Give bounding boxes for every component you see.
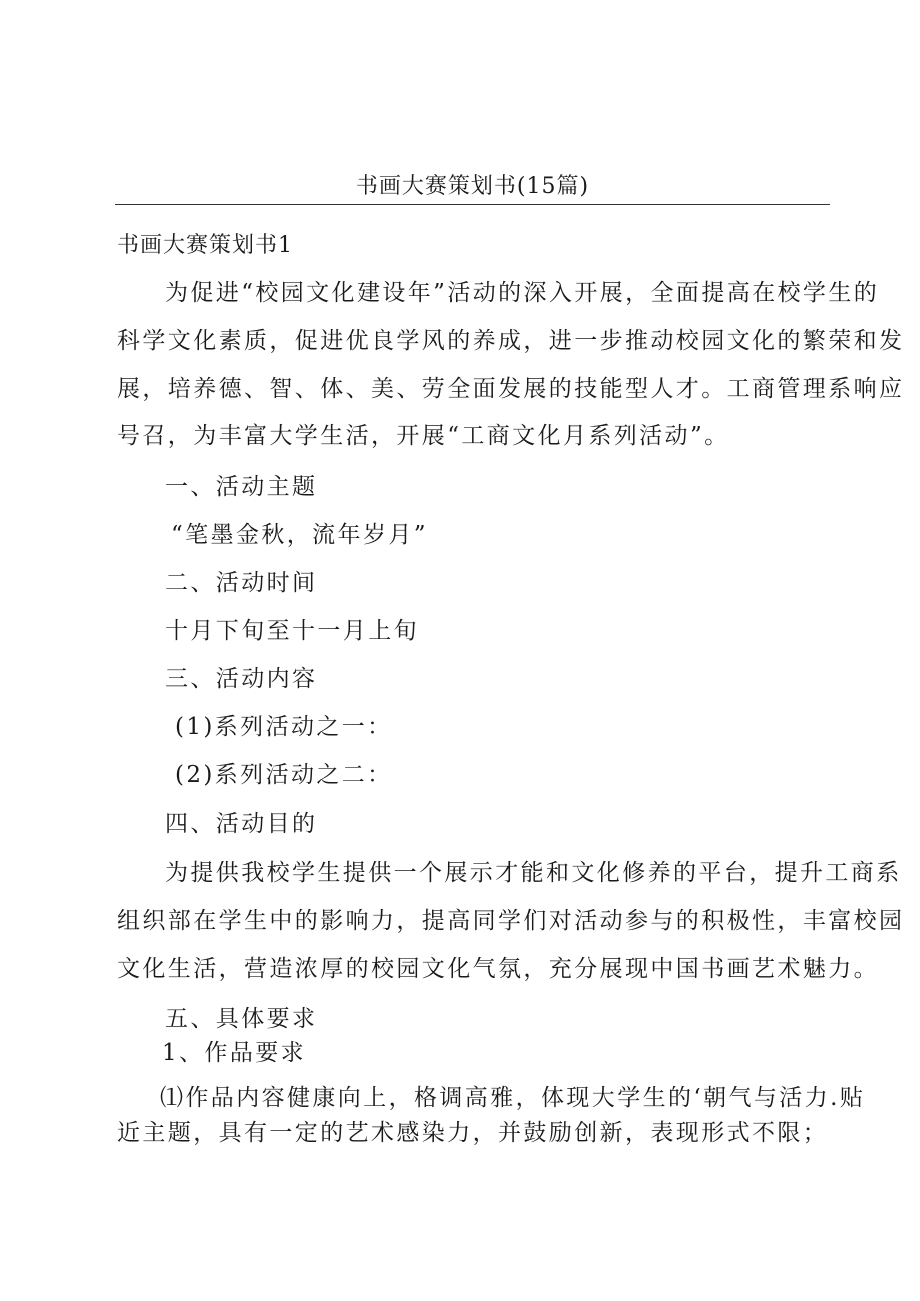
purpose-line-1: 为提供我校学生提供一个展示才能和文化修养的平台，提升工商系	[165, 860, 902, 886]
heading-requirements: 五、具体要求	[165, 1006, 318, 1032]
purpose-line-3: 文化生活，营造浓厚的校园文化气氛，充分展现中国书画艺术魅力。	[117, 956, 879, 982]
sub-heading-work-requirements: 1、作品要求	[162, 1040, 307, 1066]
intro-line-1: 为促进“校园文化建设年”活动的深入开展，全面提高在校学生的	[165, 280, 880, 306]
document-title: 书画大赛策划书(15篇)	[355, 174, 590, 199]
content-item-2: (2)系列活动之二：	[175, 762, 393, 788]
requirement-line-1: ⑴作品内容健康向上，格调高雅，体现大学生的‘朝气与活力.贴	[160, 1085, 866, 1111]
content-item-1: (1)系列活动之一：	[175, 714, 393, 740]
heading-purpose: 四、活动目的	[165, 811, 318, 837]
theme-text: “笔墨金秋，流年岁月”	[171, 522, 428, 548]
section-title: 书画大赛策划书1	[117, 233, 293, 258]
title-underline	[115, 204, 830, 205]
heading-content: 三、活动内容	[165, 666, 318, 692]
requirement-line-2: 近主题，具有一定的艺术感染力，并鼓励创新，表现形式不限；	[117, 1120, 829, 1146]
intro-line-2: 科学文化素质，促进优良学风的养成，进一步推动校园文化的繁荣和发	[117, 328, 905, 354]
purpose-line-2: 组织部在学生中的影响力，提高同学们对活动参与的积极性，丰富校园	[117, 908, 905, 934]
time-text: 十月下旬至十一月上旬	[165, 618, 419, 644]
intro-line-3: 展，培养德、智、体、美、劳全面发展的技能型人才。工商管理系响应	[117, 376, 905, 402]
heading-time: 二、活动时间	[165, 570, 318, 596]
heading-theme: 一、活动主题	[165, 474, 318, 500]
intro-line-4: 号召，为丰富大学生活，开展“工商文化月系列活动”。	[117, 423, 730, 449]
